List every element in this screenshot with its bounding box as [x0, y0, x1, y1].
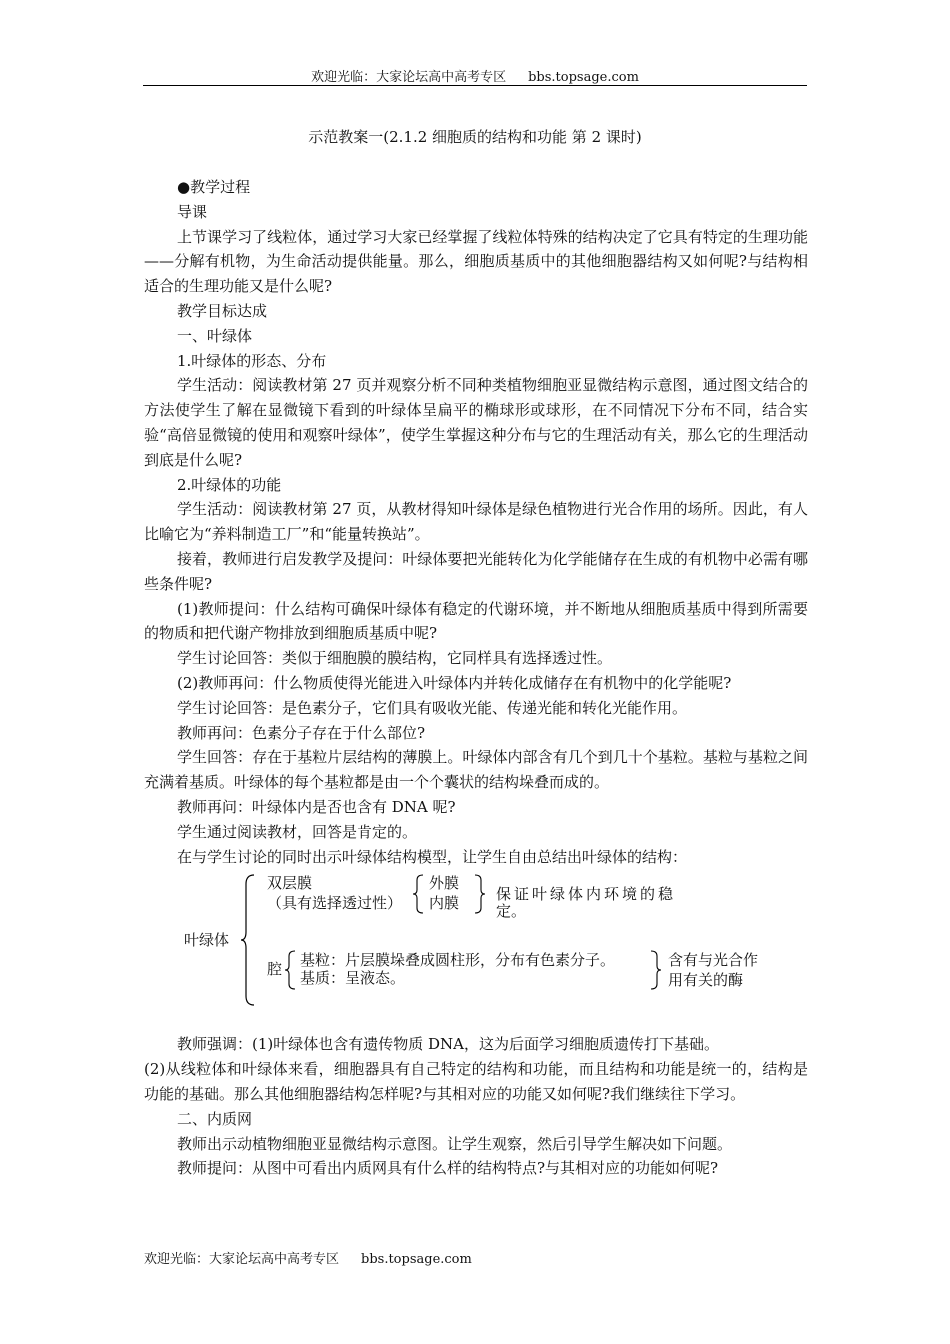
paragraph: 学生活动：阅读教材第 27 页，从教材得知叶绿体是绿色植物进行光合作用的场所。因此，有人比喻它为“养料制造工厂”和“能量转换站”。 [144, 500, 808, 544]
diagram-cavity: 腔 [267, 960, 283, 979]
paragraph: (2)教师再问：什么物质使得光能进入叶绿体内并转化成储存在有机物中的化学能呢? [177, 673, 732, 692]
header-url[interactable]: bbs.topsage.com [528, 70, 639, 85]
paragraph: 教师出示动植物细胞亚显微结构示意图。让学生观察，然后引导学生解决如下问题。 [177, 1134, 733, 1153]
paragraph: 学生讨论回答：类似于细胞膜的膜结构，它同样具有选择透过性。 [177, 649, 613, 668]
diagram-membrane-note: （具有选择透过性） [267, 894, 403, 913]
cavity-right-brace [650, 950, 662, 990]
paragraph: 学生讨论回答：是色素分子，它们具有吸收光能、传递光能和转化光能作用。 [177, 698, 688, 717]
subheading-shape: 1.叶绿体的形态、分布 [177, 351, 327, 370]
paragraph: 教师强调：(1)叶绿体也含有遗传物质 DNA，这为后面学习细胞质遗传打下基础。 [177, 1035, 720, 1054]
diagram-outer-membrane: 外膜 [429, 874, 460, 893]
paragraph: 在与学生讨论的同时出示叶绿体结构模型，让学生自由总结出叶绿体的结构： [177, 847, 688, 866]
cavity-brace [284, 950, 296, 990]
diagram-cavity-function: 含有与光合作 [668, 951, 759, 970]
paragraph: 教师提问：从图中可看出内质网具有什么样的结构特点?与其相对应的功能如何呢? [177, 1159, 719, 1178]
section-marker: ●教学过程 [177, 178, 251, 196]
paragraph: 教师再问：色素分子存在于什么部位? [177, 723, 426, 742]
diagram-membrane-function: 保证叶绿体内环境的稳 [496, 885, 677, 904]
main-brace [240, 874, 256, 1006]
membrane-brace [412, 874, 424, 914]
heading-chloroplast: 一、叶绿体 [177, 326, 253, 345]
heading-goals: 教学目标达成 [177, 301, 268, 320]
header-rule [143, 85, 807, 86]
diagram-stroma: 基质：呈液态。 [300, 969, 406, 988]
membrane-right-brace [474, 874, 486, 914]
paragraph: 学生活动：阅读教材第 27 页并观察分析不同种类植物细胞亚显微结构示意图，通过图文结合的方法使学生了解在显微镜下看到的叶绿体呈扁平的椭球形或球形，在不同情况下分布不同，结合实验“高倍显微镜的使用和观察叶绿体”，使学生掌握这种分布与它的生理活动有关，那么它的生理活动到底是什么呢? [144, 376, 808, 469]
diagram-inner-membrane: 内膜 [429, 894, 460, 913]
paragraph: 学生通过阅读教材，回答是肯定的。 [177, 822, 418, 841]
page-header [0, 66, 950, 85]
diagram-membrane-function-cont: 定。 [496, 902, 527, 921]
paragraph: 教师再问：叶绿体内是否也含有 DNA 呢? [177, 797, 456, 816]
document-body [144, 175, 808, 1181]
footer-site: 欢迎光临：大家论坛高中高考专区 [144, 1252, 340, 1267]
page-footer [144, 1248, 472, 1267]
diagram-cavity-function-cont: 用有关的酶 [668, 971, 744, 990]
document-title: 示范教案一(2.1.2 细胞质的结构和功能 第 2 课时) [308, 128, 642, 146]
chloroplast-structure-diagram [144, 872, 808, 1022]
subheading-function: 2.叶绿体的功能 [177, 475, 282, 494]
diagram-root: 叶绿体 [184, 931, 230, 950]
paragraph: 接着，教师进行启发教学及提问：叶绿体要把光能转化为化学能储存在生成的有机物中必需有哪些条件呢? [144, 549, 808, 593]
diagram-membrane: 双层膜 [267, 874, 313, 893]
heading-intro: 导课 [177, 202, 208, 221]
paragraph: (1)教师提问：什么结构可确保叶绿体有稳定的代谢环境，并不断地从细胞质基质中得到所需要的物质和把代谢产物排放到细胞质基质中呢? [144, 599, 808, 643]
paragraph: 上节课学习了线粒体，通过学习大家已经掌握了线粒体特殊的结构决定了它具有特定的生理功能——分解有机物，为生命活动提供能量。那么，细胞质基质中的其他细胞器结构又如何呢?与结构相适合的生理功能又是什么呢? [144, 227, 808, 296]
paragraph: 学生回答：存在于基粒片层结构的薄膜上。叶绿体内部含有几个到几十个基粒。基粒与基粒之间充满着基质。叶绿体的每个基粒都是由一个个囊状的结构垛叠而成的。 [144, 748, 808, 792]
paragraph: (2)从线粒体和叶绿体来看，细胞器具有自己特定的结构和功能，而且结构和功能是统一的，结构是功能的基础。那么其他细胞器结构怎样呢?与其相对应的功能又如何呢?我们继续往下学习。 [144, 1060, 808, 1103]
header-site: 欢迎光临：大家论坛高中高考专区 [311, 70, 507, 85]
heading-er: 二、内质网 [177, 1109, 253, 1128]
footer-url[interactable]: bbs.topsage.com [361, 1252, 472, 1267]
diagram-grana: 基粒：片层膜垛叠成圆柱形，分布有色素分子。 [300, 951, 616, 970]
